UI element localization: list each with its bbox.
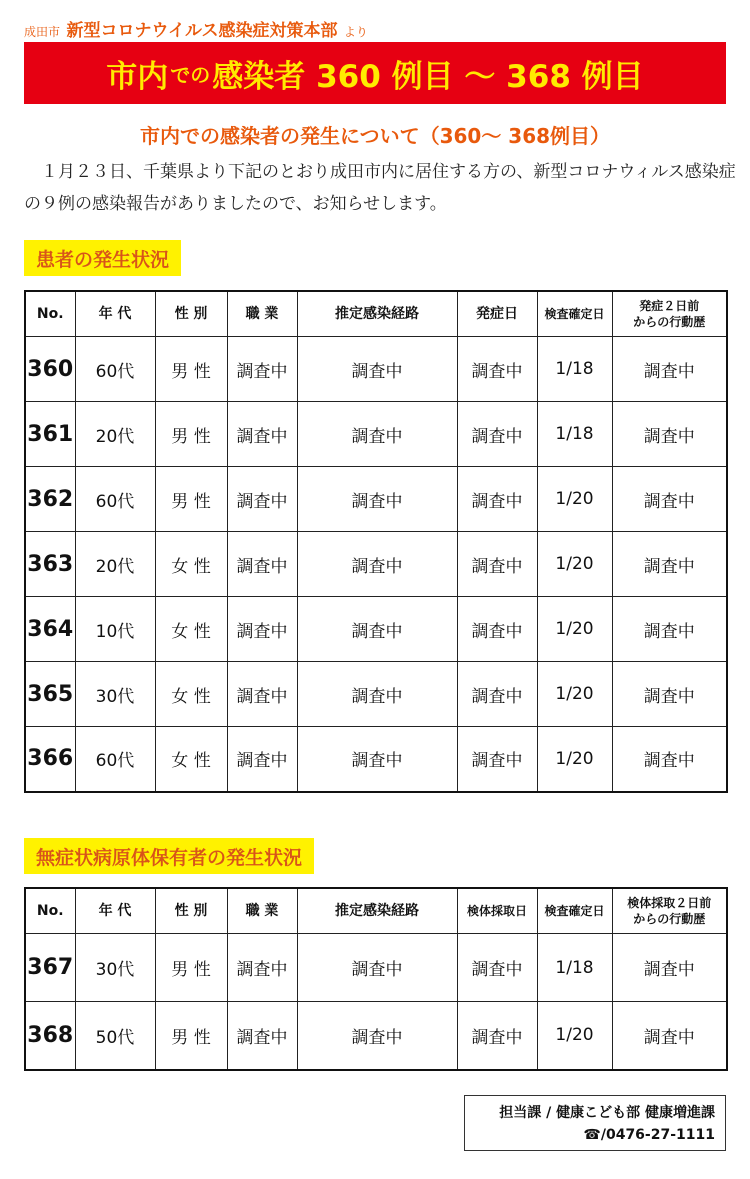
header-suffix: より: [343, 25, 368, 39]
cell-age: 20代: [75, 402, 155, 467]
table-row: [25, 662, 727, 727]
col-no: No.: [25, 291, 75, 337]
header-hq: 新型コロナウイルス感染症対策本部: [66, 21, 338, 41]
cell-history: 調査中: [612, 597, 727, 662]
banner-part2: での: [170, 62, 211, 87]
cell-history: 調査中: [612, 662, 727, 727]
cell-no: 368: [25, 1002, 75, 1070]
col-job: 職 業: [227, 291, 297, 337]
table-row: [25, 1002, 727, 1070]
table-row: [25, 727, 727, 792]
col-route: 推定感染経路: [297, 291, 457, 337]
col-sex: 性 別: [155, 888, 227, 934]
cell-job: 調査中: [227, 597, 297, 662]
cell-age: 20代: [75, 532, 155, 597]
cell-age: 60代: [75, 337, 155, 402]
cell-date: 調査中: [457, 337, 537, 402]
cell-confirmed: 1/20: [537, 597, 612, 662]
banner-part3: 感染者 360 例目 ～ 368 例目: [212, 58, 644, 95]
cell-confirmed: 1/20: [537, 532, 612, 597]
cell-job: 調査中: [227, 467, 297, 532]
cell-no: 360: [25, 337, 75, 402]
col-job: 職 業: [227, 888, 297, 934]
col-sample-date: 検体採取日: [457, 888, 537, 934]
cell-sex: 男 性: [155, 337, 227, 402]
cell-no: 367: [25, 934, 75, 1002]
cell-no: 363: [25, 532, 75, 597]
cell-sex: 女 性: [155, 662, 227, 727]
contact-box: [464, 1095, 726, 1151]
cell-no: 361: [25, 402, 75, 467]
col-no: No.: [25, 888, 75, 934]
cell-age: 60代: [75, 467, 155, 532]
col-confirmed: 検査確定日: [537, 291, 612, 337]
cell-sex: 女 性: [155, 727, 227, 792]
cell-confirmed: 1/20: [537, 727, 612, 792]
cell-age: 30代: [75, 934, 155, 1002]
cell-date: 調査中: [457, 934, 537, 1002]
cell-age: 30代: [75, 662, 155, 727]
header-city: 成田市: [24, 25, 61, 39]
col-confirmed: 検査確定日: [537, 888, 612, 934]
patients-section-title: 患者の発生状況: [24, 240, 181, 276]
table-row: [25, 467, 727, 532]
cell-date: 調査中: [457, 467, 537, 532]
cell-job: 調査中: [227, 532, 297, 597]
carriers-section-title: 無症状病原体保有者の発生状況: [24, 838, 314, 874]
intro-paragraph: １月２３日、千葉県より下記のとおり成田市内に居住する方の、新型コロナウィルス感染症の９例の感染報告がありましたので、お知らせします。: [24, 162, 736, 214]
col-age: 年 代: [75, 888, 155, 934]
cell-date: 調査中: [457, 662, 537, 727]
cell-no: 365: [25, 662, 75, 727]
cell-job: 調査中: [227, 402, 297, 467]
cell-confirmed: 1/20: [537, 1002, 612, 1070]
title-banner: [24, 42, 726, 104]
cell-route: 調査中: [297, 662, 457, 727]
col-age: 年 代: [75, 291, 155, 337]
cell-date: 調査中: [457, 402, 537, 467]
cell-sex: 男 性: [155, 934, 227, 1002]
cell-job: 調査中: [227, 727, 297, 792]
patients-header-row: [25, 291, 727, 337]
cell-history: 調査中: [612, 532, 727, 597]
cell-history: 調査中: [612, 727, 727, 792]
col-sex: 性 別: [155, 291, 227, 337]
col-onset: 発症日: [457, 291, 537, 337]
cell-age: 60代: [75, 727, 155, 792]
banner-part1: 市内: [106, 58, 169, 95]
cell-route: 調査中: [297, 727, 457, 792]
cell-route: 調査中: [297, 597, 457, 662]
cell-date: 調査中: [457, 1002, 537, 1070]
cell-history: 調査中: [612, 467, 727, 532]
cell-no: 366: [25, 727, 75, 792]
cell-route: 調査中: [297, 337, 457, 402]
table-row: [25, 337, 727, 402]
cell-history: 調査中: [612, 337, 727, 402]
contact-dept: 担当課 / 健康こども部 健康増進課: [499, 1105, 715, 1121]
cell-sex: 女 性: [155, 597, 227, 662]
cell-age: 10代: [75, 597, 155, 662]
cell-route: 調査中: [297, 532, 457, 597]
cell-confirmed: 1/18: [537, 337, 612, 402]
cell-job: 調査中: [227, 337, 297, 402]
cell-no: 362: [25, 467, 75, 532]
table-row: [25, 402, 727, 467]
cell-sex: 女 性: [155, 532, 227, 597]
header-line: [24, 16, 368, 41]
cell-route: 調査中: [297, 402, 457, 467]
cell-sex: 男 性: [155, 467, 227, 532]
cell-confirmed: 1/20: [537, 662, 612, 727]
cell-sex: 男 性: [155, 1002, 227, 1070]
cell-route: 調査中: [297, 1002, 457, 1070]
table-row: [25, 597, 727, 662]
cell-no: 364: [25, 597, 75, 662]
cell-route: 調査中: [297, 467, 457, 532]
cell-job: 調査中: [227, 934, 297, 1002]
cell-age: 50代: [75, 1002, 155, 1070]
cell-date: 調査中: [457, 532, 537, 597]
cell-confirmed: 1/18: [537, 934, 612, 1002]
cell-job: 調査中: [227, 662, 297, 727]
cell-confirmed: 1/18: [537, 402, 612, 467]
contact-phone: ☎/0476-27-1111: [583, 1127, 715, 1143]
cell-confirmed: 1/20: [537, 467, 612, 532]
carriers-table: [24, 887, 728, 1071]
col-route: 推定感染経路: [297, 888, 457, 934]
col-history: 検体採取２日前 からの行動歴: [612, 888, 727, 934]
cell-date: 調査中: [457, 727, 537, 792]
table-row: [25, 532, 727, 597]
cell-history: 調査中: [612, 402, 727, 467]
cell-job: 調査中: [227, 1002, 297, 1070]
carriers-header-row: [25, 888, 727, 934]
cell-sex: 男 性: [155, 402, 227, 467]
page-subtitle: 市内での感染者の発生について（360～ 368例目）: [139, 124, 611, 148]
patients-table: [24, 290, 728, 793]
table-row: [25, 934, 727, 1002]
col-history: 発症２日前 からの行動歴: [612, 291, 727, 337]
cell-history: 調査中: [612, 1002, 727, 1070]
cell-route: 調査中: [297, 934, 457, 1002]
cell-date: 調査中: [457, 597, 537, 662]
cell-history: 調査中: [612, 934, 727, 1002]
